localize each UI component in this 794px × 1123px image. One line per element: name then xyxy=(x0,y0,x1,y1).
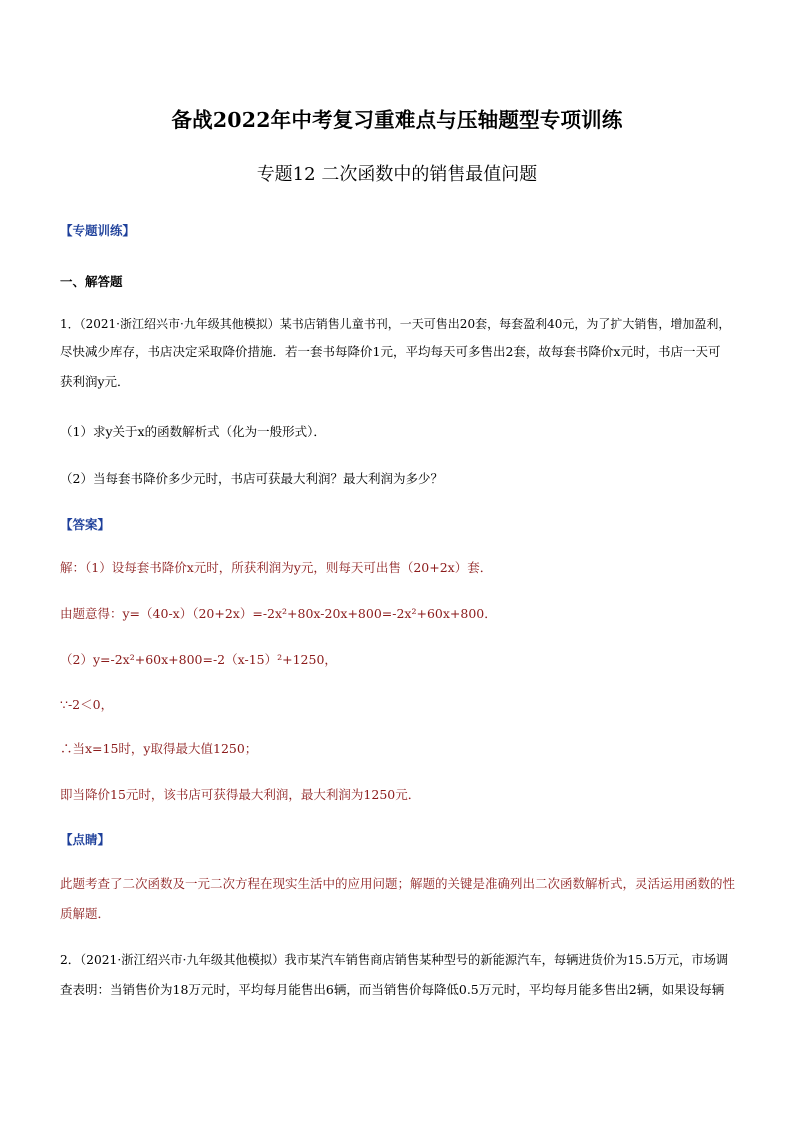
answer-1-line-6: 即当降价15元时，该书店可获得最大利润，最大利润为1250元． xyxy=(60,787,421,802)
answer-1-line-5: ∴当x=15时，y取得最大值1250； xyxy=(60,741,258,756)
comment-heading: 【点睛】 xyxy=(60,832,111,847)
question-2-line-2: 查表明：当销售价为18万元时，平均每月能售出6辆，而当销售价每降低0.5万元时，平均每月能多售出2辆，如果设每辆 xyxy=(60,982,725,997)
question-1-line-1: 1．（2021·浙江绍兴市·九年级其他模拟）某书店销售儿童书刊，一天可售出20套，每套盈利40元，为了扩大销售，增加盈利， xyxy=(60,317,731,331)
comment-line-1: 此题考查了二次函数及一元二次方程在现实生活中的应用问题；解题的关键是准确列出二次函数解析式，灵活运用函数的性 xyxy=(60,876,736,891)
question-1-line-2: 尽快减少库存，书店决定采取降价措施．若一套书每降价1元，平均每天可多售出2套，故每套书降价x元时，书店一天可 xyxy=(60,344,721,359)
question-2-line-1: 2．（2021·浙江绍兴市·九年级其他模拟）我市某汽车销售商店销售某种型号的新能源汽车，每辆进货价为15.5万元，市场调 xyxy=(60,953,729,967)
page-subtitle: 专题12 二次函数中的销售最值问题 xyxy=(256,164,538,185)
comment-line-2: 质解题． xyxy=(60,906,111,921)
section-solve-heading: 一、解答题 xyxy=(60,274,123,289)
answer-1-line-2: 由题意得：y=（40-x）（20+2x）=-2x²+80x-20x+800=-2x²+60x+800． xyxy=(60,606,497,621)
answer-heading: 【答案】 xyxy=(60,517,111,532)
page-title: 备战2022年中考复习重难点与压轴题型专项训练 xyxy=(171,108,623,132)
question-1-line-3: 获利润y元． xyxy=(60,374,130,389)
question-1-part-1: （1）求y关于x的函数解析式（化为一般形式）． xyxy=(60,424,326,439)
section-training-heading: 【专题训练】 xyxy=(60,223,136,238)
answer-1-line-4: ∵-2＜0， xyxy=(60,697,114,712)
answer-1-line-3: （2）y=-2x²+60x+800=-2（x-15）²+1250， xyxy=(60,652,337,667)
answer-1-line-1: 解：（1）设每套书降价x元时，所获利润为y元，则每天可出售（20+2x）套． xyxy=(60,560,493,575)
question-1-part-2: （2）当每套书降价多少元时，书店可获最大利润？最大利润为多少？ xyxy=(60,471,443,486)
